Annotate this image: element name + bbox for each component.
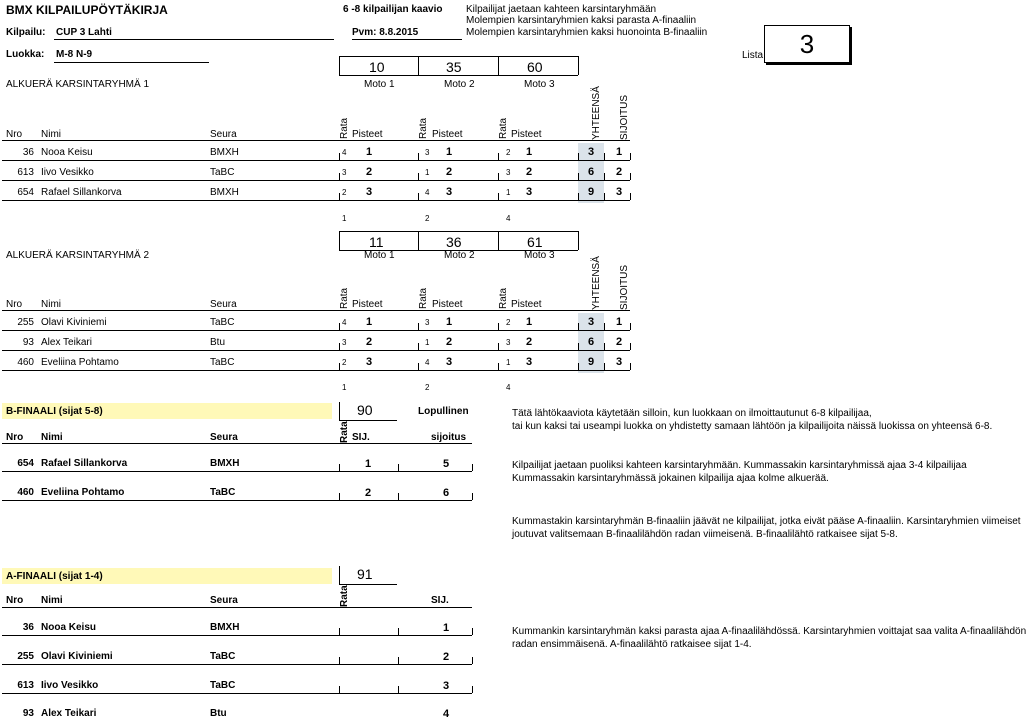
afinal-col-sij: SIJ. <box>431 595 449 606</box>
afinal-row-nimi: Olavi Kiviniemi <box>41 651 113 662</box>
g2-col-pisteet-1: Pisteet <box>352 299 383 310</box>
row-sijoitus: 1 <box>616 146 623 158</box>
afinal-col-rata: Rata <box>339 585 350 607</box>
row-rata-2: 1 <box>425 338 430 347</box>
g2-unused-lane-3: 4 <box>506 383 511 392</box>
info-line-2: Molempien karsintaryhmien kaksi parasta A-finaaliin <box>466 15 697 26</box>
kilpailu-value: CUP 3 Lahti <box>56 27 112 38</box>
row-pisteet-3: 1 <box>526 146 533 158</box>
row-seura: TaBC <box>210 167 235 178</box>
row-sijoitus: 2 <box>616 166 623 178</box>
afinal-row-nimi: Iivo Vesikko <box>41 680 99 691</box>
row-pisteet-2: 2 <box>446 336 453 348</box>
row-nimi: Nooa Keisu <box>41 147 93 158</box>
info-line-3: Molempien karsintaryhmien kaksi huonointa B-finaaliin <box>466 27 708 38</box>
row-pisteet-2: 1 <box>446 316 453 328</box>
row-rata-2: 3 <box>425 148 430 157</box>
g1-col-pisteet-1: Pisteet <box>352 129 383 140</box>
afinal-row-nimi: Nooa Keisu <box>41 622 97 633</box>
row-nro: 460 <box>17 357 34 368</box>
g1-moto-number-1: 10 <box>369 59 385 75</box>
afinal-row-nro: 255 <box>17 651 34 662</box>
row-rata-1: 4 <box>342 318 347 327</box>
bfinal-row-sij: 1 <box>365 458 372 470</box>
afinal-moto-number: 91 <box>357 566 373 582</box>
luokka-label: Luokka: <box>6 49 45 60</box>
document-title: BMX KILPAILUPÖYTÄKIRJA <box>6 3 168 17</box>
g2-col-yhteensa: YHTEENSÄ <box>591 256 602 310</box>
bfinal-col-nro: Nro <box>6 432 24 443</box>
row-rata-2: 4 <box>425 188 430 197</box>
g2-col-seura: Seura <box>210 299 237 310</box>
row-seura: Btu <box>210 337 226 348</box>
row-pisteet-1: 3 <box>366 186 373 198</box>
afinal-row-nro: 93 <box>22 708 34 719</box>
g2-col-rata-2: Rata <box>418 287 429 309</box>
g1-col-pisteet-2: Pisteet <box>432 129 463 140</box>
bfinal-row-sij: 2 <box>365 487 372 499</box>
row-pisteet-3: 3 <box>526 356 533 368</box>
note-3a: Kummastakin karsintaryhmän B-finaaliin jäävät ne kilpailijat, jotka eivät pääse A-finaaliin. Karsintaryhmien viimeiset <box>512 516 1021 527</box>
row-rata-1: 3 <box>342 168 347 177</box>
g1-col-seura: Seura <box>210 129 237 140</box>
row-rata-3: 3 <box>506 168 511 177</box>
row-rata-3: 1 <box>506 188 511 197</box>
row-rata-2: 3 <box>425 318 430 327</box>
afinal-row-nro: 613 <box>17 680 34 691</box>
bfinal-row-final: 6 <box>443 487 450 499</box>
bfinal-moto-number: 90 <box>357 402 373 418</box>
afinal-row-seura: TaBC <box>210 651 236 662</box>
row-rata-1: 3 <box>342 338 347 347</box>
g1-col-rata-3: Rata <box>498 117 509 139</box>
row-sijoitus: 2 <box>616 336 623 348</box>
g1-col-sijoitus: SIJOITUS <box>619 94 630 140</box>
g2-col-nro: Nro <box>6 299 23 310</box>
row-rata-1: 2 <box>342 358 347 367</box>
row-pisteet-1: 2 <box>366 166 373 178</box>
g1-col-nimi: Nimi <box>41 129 61 140</box>
g1-moto-3: Moto 3 <box>524 79 555 90</box>
row-rata-1: 4 <box>342 148 347 157</box>
g2-col-sijoitus: SIJOITUS <box>619 264 630 310</box>
row-pisteet-2: 3 <box>446 186 453 198</box>
bfinal-col-sijoitus: sijoitus <box>431 432 467 443</box>
bfinal-row-nro: 460 <box>17 487 34 498</box>
afinal-row-sij: 4 <box>443 708 450 720</box>
row-rata-1: 2 <box>342 188 347 197</box>
g2-moto-number-1: 11 <box>369 234 384 250</box>
row-nimi: Rafael Sillankorva <box>41 187 122 198</box>
afinal-col-nro: Nro <box>6 595 24 606</box>
g2-col-pisteet-3: Pisteet <box>511 299 542 310</box>
bfinal-row-nimi: Eveliina Pohtamo <box>41 487 125 498</box>
row-sijoitus: 3 <box>616 356 623 368</box>
info-line-1: Kilpailijat jaetaan kahteen karsintaryhmään <box>466 4 657 15</box>
row-yhteensa: 9 <box>588 356 595 368</box>
g2-col-rata-1: Rata <box>339 287 350 309</box>
note-2a: Kilpailijat jaetaan puoliksi kahteen karsintaryhmään. Kummassakin karsintaryhmissä ajaa 3-4 kilpailijaa <box>512 460 967 471</box>
g2-unused-lane-2: 2 <box>425 383 430 392</box>
g2-moto-number-3: 61 <box>527 234 543 250</box>
bfinal-col-seura: Seura <box>210 432 238 443</box>
g1-unused-lane-3: 4 <box>506 214 511 223</box>
bfinal-col-sij: SIJ. <box>352 432 370 443</box>
note-2b: Kummassakin karsintaryhmässä jokainen kilpailija ajaa kolme alkuerää. <box>512 473 829 484</box>
g2-moto-1: Moto 1 <box>364 250 395 261</box>
g2-moto-number-2: 36 <box>446 234 462 250</box>
bfinal-lopullinen: Lopullinen <box>418 406 469 417</box>
afinal-row-sij: 1 <box>443 622 450 634</box>
g1-col-yhteensa: YHTEENSÄ <box>591 86 602 140</box>
format-label: 6 -8 kilpailijan kaavio <box>343 4 443 15</box>
g2-moto-3: Moto 3 <box>524 250 555 261</box>
note-3b: joutuvat valitsemaan B-finaalilähdön radan viimeisenä. B-finaalilähtö ratkaisee sijat 5-8. <box>512 529 898 540</box>
afinal-col-nimi: Nimi <box>41 595 63 606</box>
row-seura: TaBC <box>210 317 235 328</box>
row-rata-3: 2 <box>506 318 511 327</box>
g1-title: ALKUERÄ KARSINTARYHMÄ 1 <box>6 79 150 90</box>
g1-col-nro: Nro <box>6 129 23 140</box>
row-nro: 255 <box>17 317 34 328</box>
row-pisteet-2: 2 <box>446 166 453 178</box>
row-pisteet-3: 3 <box>526 186 533 198</box>
bfinal-row-nro: 654 <box>17 458 34 469</box>
row-rata-3: 3 <box>506 338 511 347</box>
row-nro: 654 <box>17 187 34 198</box>
row-nimi: Olavi Kiviniemi <box>41 317 107 328</box>
bfinal-title: B-FINAALI (sijat 5-8) <box>6 406 103 417</box>
row-rata-3: 2 <box>506 148 511 157</box>
row-nro: 93 <box>22 337 34 348</box>
bfinal-row-seura: BMXH <box>210 458 240 469</box>
afinal-col-seura: Seura <box>210 595 238 606</box>
g2-title: ALKUERÄ KARSINTARYHMÄ 2 <box>6 250 150 261</box>
afinal-row-sij: 3 <box>443 680 450 692</box>
row-pisteet-3: 2 <box>526 166 533 178</box>
row-rata-2: 4 <box>425 358 430 367</box>
row-pisteet-3: 2 <box>526 336 533 348</box>
row-pisteet-1: 2 <box>366 336 373 348</box>
note-1b: tai kun kaksi tai useampi luokka on yhdistetty samaan lähtöön ja kilpailijoita näissä luokissa on yhteensä 6-8. <box>512 421 993 432</box>
afinal-row-seura: Btu <box>210 708 227 719</box>
row-rata-2: 1 <box>425 168 430 177</box>
row-sijoitus: 1 <box>616 316 623 328</box>
afinal-row-nimi: Alex Teikari <box>41 708 97 719</box>
bfinal-row-nimi: Rafael Sillankorva <box>41 458 128 469</box>
row-nimi: Iivo Vesikko <box>41 167 94 178</box>
row-yhteensa: 6 <box>588 336 595 348</box>
row-seura: TaBC <box>210 357 235 368</box>
g2-col-nimi: Nimi <box>41 299 61 310</box>
row-seura: BMXH <box>210 187 239 198</box>
g2-col-pisteet-2: Pisteet <box>432 299 463 310</box>
row-nro: 613 <box>17 167 34 178</box>
row-yhteensa: 3 <box>588 316 595 328</box>
g2-col-rata-3: Rata <box>498 287 509 309</box>
bfinal-row-final: 5 <box>443 458 450 470</box>
luokka-value: M-8 N-9 <box>56 49 93 60</box>
bfinal-col-nimi: Nimi <box>41 432 63 443</box>
pvm-label: Pvm: 8.8.2015 <box>352 27 419 38</box>
row-nro: 36 <box>22 147 34 158</box>
g1-col-rata-2: Rata <box>418 117 429 139</box>
lista-box: 3 <box>764 25 850 63</box>
row-yhteensa: 9 <box>588 186 595 198</box>
row-pisteet-1: 3 <box>366 356 373 368</box>
afinal-row-seura: TaBC <box>210 680 236 691</box>
g1-col-rata-1: Rata <box>339 117 350 139</box>
kilpailu-label: Kilpailu: <box>6 27 46 38</box>
g1-moto-1: Moto 1 <box>364 79 395 90</box>
lista-label: Lista: <box>742 50 766 61</box>
g1-unused-lane-2: 2 <box>425 214 430 223</box>
note-4b: radan ensimmäisenä. A-finaalilähtö ratkaisee sijat 1-4. <box>512 639 752 650</box>
row-pisteet-2: 1 <box>446 146 453 158</box>
g1-moto-number-3: 60 <box>527 59 543 75</box>
g2-moto-2: Moto 2 <box>444 250 475 261</box>
row-nimi: Alex Teikari <box>41 337 92 348</box>
bfinal-row-seura: TaBC <box>210 487 236 498</box>
row-yhteensa: 6 <box>588 166 595 178</box>
row-pisteet-1: 1 <box>366 146 373 158</box>
row-rata-3: 1 <box>506 358 511 367</box>
row-yhteensa: 3 <box>588 146 595 158</box>
row-sijoitus: 3 <box>616 186 623 198</box>
afinal-row-seura: BMXH <box>210 622 240 633</box>
g1-moto-2: Moto 2 <box>444 79 475 90</box>
row-pisteet-3: 1 <box>526 316 533 328</box>
afinal-row-nro: 36 <box>22 622 34 633</box>
row-nimi: Eveliina Pohtamo <box>41 357 119 368</box>
g1-unused-lane-1: 1 <box>342 214 347 223</box>
note-1a: Tätä lähtökaaviota käytetään silloin, kun luokkaan on ilmoittautunut 6-8 kilpailijaa, <box>512 408 872 419</box>
g1-col-pisteet-3: Pisteet <box>511 129 542 140</box>
afinal-row-sij: 2 <box>443 651 450 663</box>
afinal-title: A-FINAALI (sijat 1-4) <box>6 571 103 582</box>
row-pisteet-1: 1 <box>366 316 373 328</box>
row-pisteet-2: 3 <box>446 356 453 368</box>
row-seura: BMXH <box>210 147 239 158</box>
bfinal-col-rata: Rata <box>339 421 350 443</box>
g2-unused-lane-1: 1 <box>342 383 347 392</box>
g1-moto-number-2: 35 <box>446 59 462 75</box>
note-4a: Kummankin karsintaryhmän kaksi parasta ajaa A-finaalilähdössä. Karsintaryhmien voittajat saa valita A-finaalilähdön <box>512 626 1026 637</box>
